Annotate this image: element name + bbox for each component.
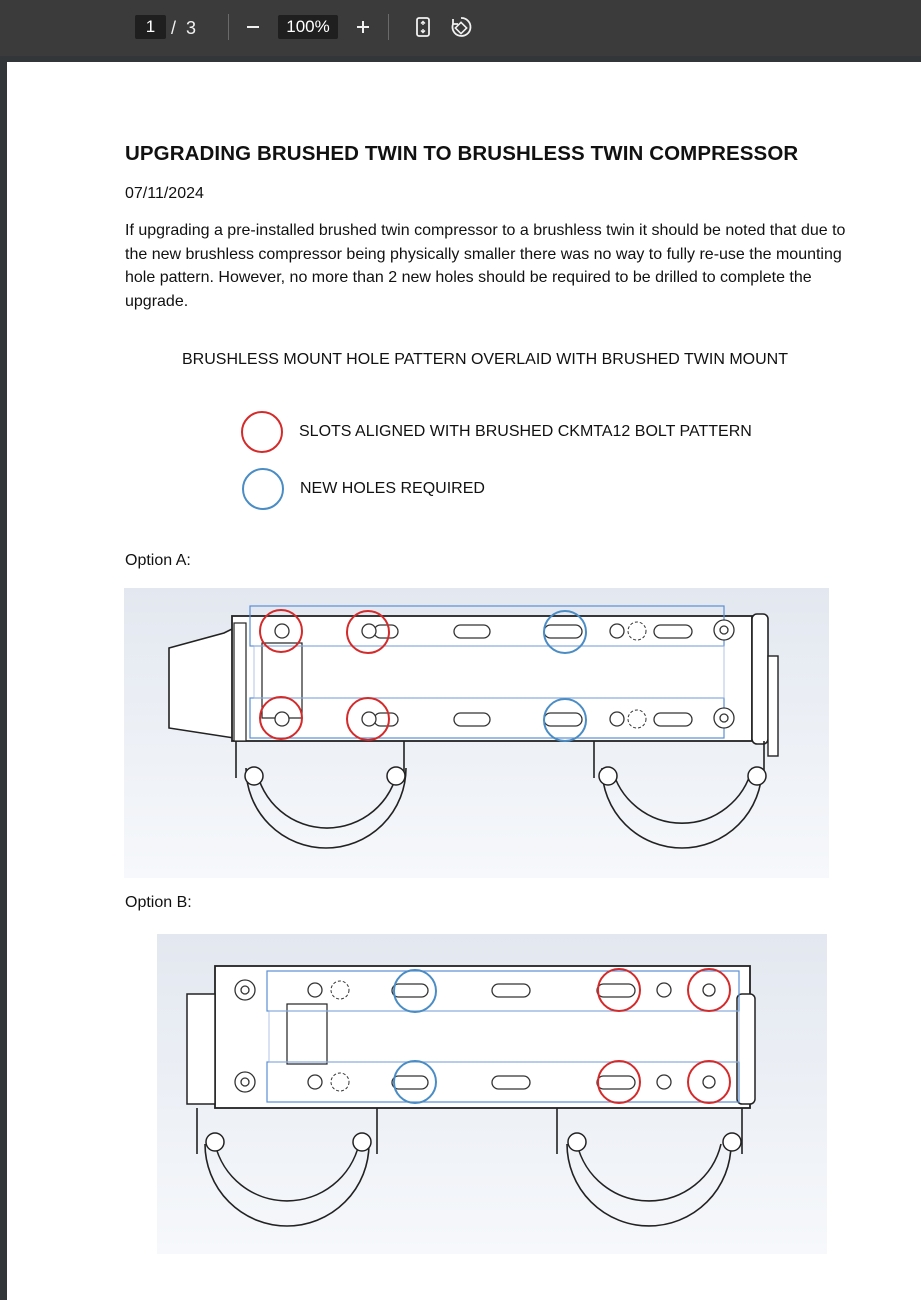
red-circle-icon: [241, 411, 283, 453]
total-pages: 3: [186, 18, 197, 38]
legend-label: NEW HOLES REQUIRED: [300, 480, 485, 497]
fit-page-icon: [413, 16, 433, 38]
page-separator: /: [171, 18, 177, 38]
blue-circle-icon: [242, 468, 284, 510]
zoom-out-button[interactable]: [240, 14, 266, 40]
legend-label: SLOTS ALIGNED WITH BRUSHED CKMTA12 BOLT PATTERN: [299, 423, 752, 440]
zoom-level-input[interactable]: 100%: [278, 15, 338, 39]
page-number-input[interactable]: 1: [135, 15, 166, 39]
document-title: UPGRADING BRUSHED TWIN TO BRUSHLESS TWIN COMPRESSOR: [125, 142, 799, 165]
legend-item-slots-aligned: [241, 411, 752, 453]
option-a-label: Option A:: [125, 552, 191, 569]
minus-icon: [245, 19, 261, 35]
zoom-in-button[interactable]: [350, 14, 376, 40]
rotate-button[interactable]: [448, 14, 474, 40]
document-date: 07/11/2024: [125, 185, 204, 202]
pdf-page: [7, 62, 921, 1300]
figure-title: BRUSHLESS MOUNT HOLE PATTERN OVERLAID WITH BRUSHED TWIN MOUNT: [182, 351, 788, 368]
plus-icon: [355, 19, 371, 35]
option-b-diagram: [157, 934, 827, 1254]
rotate-icon: [449, 15, 473, 39]
toolbar-divider: [388, 14, 389, 40]
option-a-diagram: [124, 588, 829, 878]
pdf-toolbar: [0, 0, 921, 56]
fit-page-button[interactable]: [410, 14, 436, 40]
toolbar-divider: [228, 14, 229, 40]
legend-item-new-holes: [241, 468, 485, 510]
option-b-label: Option B:: [125, 894, 192, 911]
intro-paragraph: If upgrading a pre-installed brushed twin compressor to a brushless twin it should be noted that due to the new brushless compressor being physically smaller there was no way to fully re-use the mounting hole pattern. However, no more than 2 new holes should be required to be drilled to complete the upgrade.: [125, 222, 846, 310]
